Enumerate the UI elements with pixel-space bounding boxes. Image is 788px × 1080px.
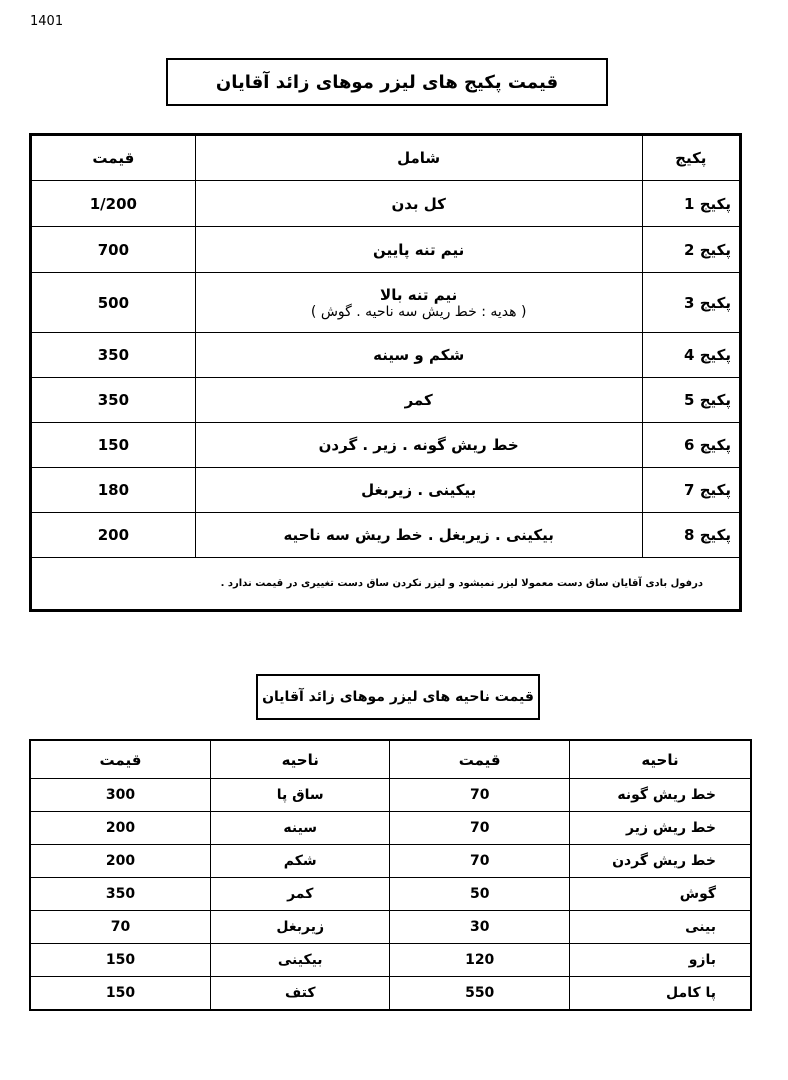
area-name: بازو [569,944,751,977]
package-includes: خط ریش گونه . زیر . گردن [195,423,642,468]
package-price: 200 [31,513,196,558]
package-price: 350 [31,333,196,378]
package-price: 1/200 [31,181,196,227]
package-name: پکیج 6 [642,423,740,468]
package-includes: نیم تنه بالا [380,285,458,304]
header-area-1: ناحیه [569,740,751,779]
area-name: خط ریش گونه [569,779,751,812]
header-price-1: قیمت [390,740,569,779]
package-name: پکیج 4 [642,333,740,378]
area-price: 150 [30,977,210,1011]
area-name: بیکینی [210,944,389,977]
table-row [31,378,741,423]
area-name: خط ریش گردن [569,845,751,878]
year-label: 1401 [30,14,64,29]
area-price: 70 [30,911,210,944]
package-includes: بیکینی . زیربغل . خط ریش سه ناحیه [195,513,642,558]
package-price: 180 [31,468,196,513]
header-price-2: قیمت [30,740,210,779]
package-name: پکیج 2 [642,227,740,273]
table-row [30,779,751,812]
area-price: 70 [390,845,569,878]
packages-title: قیمت پکیج های لیزر موهای زائد آقایان [166,58,608,106]
header-area-2: ناحیه [210,740,389,779]
area-price: 300 [30,779,210,812]
package-price: 500 [31,273,196,333]
header-price: قیمت [31,135,196,181]
table-row [30,878,751,911]
area-price: 350 [30,878,210,911]
package-name: پکیج 1 [642,181,740,227]
packages-note: درفول بادی آقایان ساق دست معمولا لیزر نمیشود و لیزر نکردن ساق دست تغییری در قیمت ندارد . [31,558,741,611]
package-includes: کل بدن [195,181,642,227]
package-price: 350 [31,378,196,423]
table-row [31,513,741,558]
areas-table [29,739,752,1011]
area-price: 50 [390,878,569,911]
area-name: کمر [210,878,389,911]
area-name: شکم [210,845,389,878]
table-row [31,423,741,468]
area-name: سینه [210,812,389,845]
areas-title: قیمت ناحیه های لیزر موهای زائد آقایان [256,674,540,720]
table-row [30,944,751,977]
table-row [30,812,751,845]
table-row [30,845,751,878]
area-price: 150 [30,944,210,977]
package-name: پکیج 8 [642,513,740,558]
package-name: پکیج 5 [642,378,740,423]
area-price: 70 [390,779,569,812]
area-name: کتف [210,977,389,1011]
packages-table [29,133,742,612]
package-gift: ( هدیه : خط ریش سه ناحیه . گوش ) [310,303,527,320]
package-includes: بیکینی . زیربغل [195,468,642,513]
area-price: 70 [390,812,569,845]
package-name: پکیج 7 [642,468,740,513]
table-row [30,911,751,944]
package-includes-cell [195,273,642,333]
area-price: 200 [30,812,210,845]
note-row [31,558,741,611]
package-name: پکیج 3 [642,273,740,333]
header-package: پکیج [642,135,740,181]
area-price: 200 [30,845,210,878]
table-row [31,333,741,378]
package-includes: نیم تنه پایین [195,227,642,273]
packages-header-row [31,135,741,181]
package-includes: کمر [195,378,642,423]
area-name: گوش [569,878,751,911]
areas-header-row [30,740,751,779]
table-row [31,227,741,273]
area-price: 550 [390,977,569,1011]
table-row [31,468,741,513]
area-name: پا کامل [569,977,751,1011]
table-row [30,977,751,1011]
table-row [31,181,741,227]
package-includes: شکم و سینه [195,333,642,378]
area-price: 120 [390,944,569,977]
table-row [31,273,741,333]
area-name: بینی [569,911,751,944]
package-price: 150 [31,423,196,468]
area-price: 30 [390,911,569,944]
area-name: زیربغل [210,911,389,944]
package-price: 700 [31,227,196,273]
area-name: ساق پا [210,779,389,812]
area-name: خط ریش زیر [569,812,751,845]
header-includes: شامل [195,135,642,181]
